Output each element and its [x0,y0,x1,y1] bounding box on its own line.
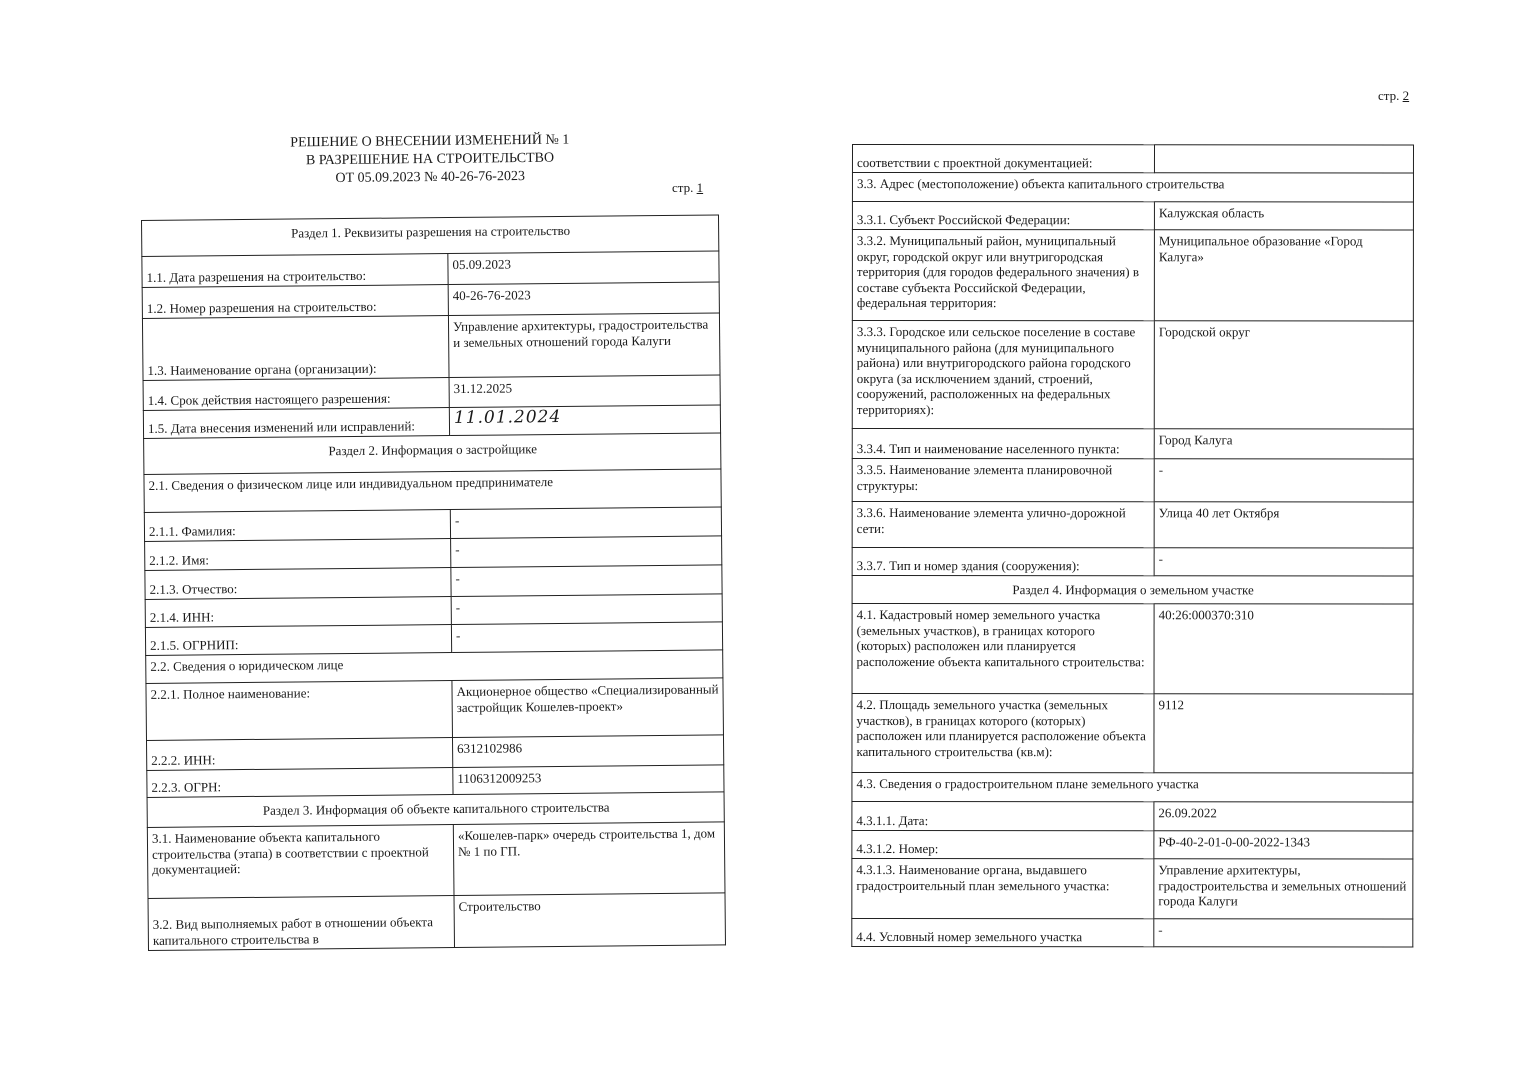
table-row [852,831,1413,859]
field-label: 4.3.1.1. Дата: [852,802,1154,831]
page-label: стр. [672,180,694,195]
table-row [147,822,725,899]
section-header-row [144,433,721,475]
title-line: РЕШЕНИЕ О ВНЕСЕНИИ ИЗМЕНЕНИЙ № 1 [290,132,570,151]
section-title: Раздел 3. Информация об объекте капитального строительства [147,792,724,828]
table-row [142,313,720,381]
field-label: 3.3.5. Наименование элемента планировочной структуры: [852,459,1154,502]
permit-table-page-1 [141,214,726,951]
field-label: 4.3.1.2. Номер: [852,831,1154,859]
subsection-title: 2.2. Сведения о юридическом лице [146,650,723,684]
section-title: Раздел 1. Реквизиты разрешения на строительство [142,215,719,257]
table-row [852,321,1413,429]
subsection-title: 2.1. Сведения о физическом лице или индивидуальном предпринимателе [144,469,721,513]
field-label: 3.3.7. Тип и номер здания (сооружения): [852,548,1154,576]
field-value: Акционерное общество «Специализированный застройщик Кошелев-проект» [452,678,724,738]
table-row [852,548,1413,576]
table-row [852,604,1413,694]
field-label: 1.4. Срок действия настоящего разрешения: [143,378,449,411]
field-label: 2.1.5. ОГРНИП: [145,625,451,656]
field-label: 4.2. Площадь земельного участка (земельных участков), в границах которого (которых) расположен или планируется расположение объекта капитального строительства (кв.м): [852,694,1154,773]
field-label: 2.2.1. Полное наименование: [146,681,453,741]
page-number-1 [672,180,703,196]
table-row [144,469,721,513]
field-value: 40-26-76-2023 [448,282,719,316]
field-label: 3.3.1. Субъект Российской Федерации: [852,202,1154,230]
field-label: 3.3.6. Наименование элемента улично-дорожной сети: [852,502,1154,548]
field-label: 3.3.4. Тип и наименование населенного пункта: [852,429,1154,459]
field-value: 05.09.2023 [448,251,719,285]
field-label: 2.1.1. Фамилия: [144,510,450,542]
section-title: Раздел 4. Информация о земельном участке [852,576,1413,604]
table-row [148,893,725,951]
table-row [852,173,1413,202]
field-label: 4.1. Кадастровый номер земельного участка (земельных участков), в границах которого (которых) расположен или планируется расположение объекта капитального строительства: [852,604,1154,694]
field-value: Строительство [454,893,725,948]
page-label: стр. [1378,88,1400,103]
section-header-row [852,576,1413,604]
field-label: 1.1. Дата разрешения на строительство: [142,254,448,288]
field-label: 1.5. Дата внесения изменений или исправлений: [143,408,449,439]
page-number: 1 [696,180,704,195]
subsection-title: 4.3. Сведения о градостроительном плане земельного участка [852,773,1413,802]
field-value: 31.12.2025 [449,375,720,408]
field-value: Город Калуга [1154,429,1413,459]
field-value: 6312102986 [452,735,723,768]
table-row [852,859,1413,919]
subsection-title: 3.3. Адрес (местоположение) объекта капитального строительства [852,173,1413,202]
field-label: 3.3.2. Муниципальный район, муниципальный округ, городской округ или внутригородская территория (для городов федерального значения) в составе субъекта Российской Федерации, федеральная территория: [852,230,1154,321]
section-header-row [142,215,719,257]
field-value: Улица 40 лет Октября [1154,502,1413,548]
field-value: 9112 [1154,694,1413,773]
field-value: - [1154,459,1413,502]
field-value: 40:26:000370:310 [1154,604,1413,694]
field-value: Муниципальное образование «Город Калуга» [1154,230,1413,321]
field-value: - [451,594,722,625]
permit-table-page-2 [851,144,1414,947]
table-row [146,678,724,741]
field-value: «Кошелев-парк» очередь строительства 1, дом № 1 по ГП. [453,822,725,896]
field-value: Управление архитектуры, градостроительства и земельных отношений города Калуги [448,313,720,378]
field-label: 2.2.3. ОГРН: [147,768,453,798]
field-label: 4.3.1.3. Наименование органа, выдавшего градостроительный план земельного участка: [852,859,1154,919]
field-value: 1106312009253 [453,765,724,795]
field-value: - [451,536,722,568]
handwritten-date-value: 11.01.2024 [449,405,720,436]
title-line: ОТ 05.09.2023 № 40-26-76-2023 [335,169,526,186]
field-value: Городской округ [1154,321,1413,429]
field-label: 3.2. Вид выполняемых работ в отношении объекта капитального строительства в [148,896,454,951]
field-value: - [451,565,722,597]
table-row [852,459,1413,502]
table-row [852,429,1413,459]
field-label: 2.1.4. ИНН: [145,597,451,628]
field-value: - [1154,919,1413,947]
table-row [852,230,1413,321]
field-value: РФ-40-2-01-0-00-2022-1343 [1154,831,1413,859]
field-value [1154,145,1413,173]
field-value: - [450,507,721,539]
field-value: - [451,622,722,653]
field-label: 4.4. Условный номер земельного участка [852,919,1154,947]
field-label: 2.1.3. Отчество: [145,568,451,600]
field-label: 1.3. Наименование органа (организации): [142,316,449,381]
field-label: 1.2. Номер разрешения на строительство: [142,285,448,319]
title-line: В РАЗРЕШЕНИЕ НА СТРОИТЕЛЬСТВО [305,150,555,169]
table-row [852,802,1413,831]
table-row [852,502,1413,548]
field-value: - [1154,548,1413,576]
field-value: Калужская область [1154,202,1413,230]
field-label: соответствии с проектной документацией: [852,145,1154,173]
section-title: Раздел 2. Информация о застройщике [144,433,721,475]
field-value: 26.09.2022 [1154,802,1413,831]
field-label: 3.3.3. Городское или сельское поселение в составе муниципального района (для муниципального района) или внутригородского района городского округа (за исключением зданий, строений, сооружений, расположенных на федеральных территориях): [852,321,1154,429]
field-label: 2.1.2. Имя: [145,539,451,571]
field-label: 3.1. Наименование объекта капитального строительства (этапа) в соответствии с проектной документацией: [147,825,454,899]
table-row [852,773,1413,802]
field-value: Управление архитектуры, градостроительства и земельных отношений города Калуги [1154,859,1413,919]
table-row [852,145,1413,173]
page-number-2 [1378,88,1409,104]
document-title [250,131,611,189]
page-number: 2 [1402,88,1410,103]
table-row [852,919,1413,947]
field-label: 2.2.2. ИНН: [146,738,452,771]
table-row [852,202,1413,230]
table-row [852,694,1413,773]
